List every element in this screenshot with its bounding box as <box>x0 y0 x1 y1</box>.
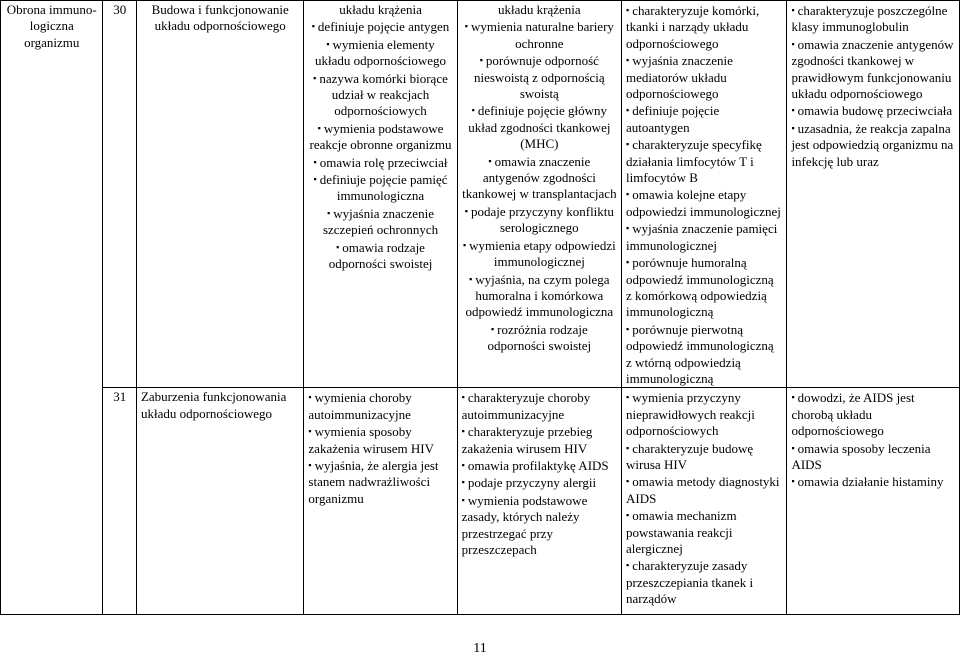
list-item: ▪ omawia rodzaje odporności swoistej <box>328 239 433 272</box>
section-title: Obrona immuno-logiczna organizmu <box>1 1 103 615</box>
list-item: ▪ definiuje pojęcie pamięć immunologiczna <box>313 172 448 204</box>
requirement-list <box>462 389 617 558</box>
list-item: ▪ rozróżnia rodzaje odporności swoistej <box>487 321 592 354</box>
requirements-extended <box>457 388 621 615</box>
list-item: ▪ charakteryzuje specyfikę działania limfocytów T i limfocytów B <box>626 137 762 186</box>
list-item: ▪ wyjaśnia znaczenie szczepień ochronnych <box>322 205 439 238</box>
requirements-expanded <box>622 388 787 615</box>
list-item: ▪ wymienia podstawowe zasady, których należy przestrzegać przy przeszczepach <box>461 492 588 557</box>
continued-heading: układu krążenia <box>339 2 422 17</box>
requirements-extended <box>457 1 621 388</box>
list-item: ▪ omawia mechanizm powstawania reakcji alergicznej <box>626 508 737 556</box>
list-item: ▪ omawia metody diagnostyki AIDS <box>626 474 780 506</box>
list-item: ▪ charakteryzuje komórki, tkanki i narządy układu odpornościowego <box>626 3 760 51</box>
list-item: ▪ charakteryzuje poszczególne klasy immunoglobulin <box>791 3 948 35</box>
table-row <box>1 388 960 615</box>
requirements-basic <box>304 1 457 388</box>
list-item: ▪ wyjaśnia znaczenie mediatorów układu odpornościowego <box>626 53 733 102</box>
continued-heading: układu krążenia <box>498 2 581 17</box>
requirements-expanded <box>622 1 787 388</box>
list-item: ▪ wymienia etapy odpowiedzi immunologicznej <box>462 237 616 270</box>
list-item: ▪ podaje przyczyny alergii <box>461 475 597 491</box>
list-item: ▪ wyjaśnia, na czym polega humoralna i komórkowa odpowiedź immunologiczna <box>465 271 614 320</box>
list-item: ▪ nazywa komórki biorące udział w reakcjach odpornościowych <box>313 70 448 119</box>
list-item: ▪ charakteryzuje choroby autoimmunizacyjne <box>461 390 591 422</box>
list-item: ▪ wyjaśnia znaczenie pamięci immunologicznej <box>626 221 778 253</box>
list-item: ▪ wymienia choroby autoimmunizacyjne <box>308 390 412 422</box>
list-item: ▪ omawia działanie histaminy <box>791 474 944 490</box>
list-item: ▪ wymienia przyczyny nieprawidłowych reakcji odpornościowych <box>626 390 755 439</box>
requirement-list <box>462 18 617 354</box>
requirements-advanced <box>787 388 960 615</box>
lesson-topic: Budowa i funkcjonowanie układu odpornościowego <box>136 1 303 388</box>
list-item: ▪ omawia znaczenie antygenów zgodności tkankowej w prawidłowym funkcjonowaniu układu odpornościowego <box>791 36 954 102</box>
requirement-list <box>791 389 955 490</box>
requirement-list <box>791 2 955 170</box>
list-item: ▪ definiuje pojęcie autoantygen <box>626 103 720 135</box>
requirement-list <box>308 389 452 507</box>
list-item: ▪ definiuje pojęcie główny układ zgodności tkankowej (MHC) <box>468 103 611 152</box>
requirement-list <box>626 389 782 607</box>
list-item: ▪ wymienia sposoby zakażenia wirusem HIV <box>308 424 435 456</box>
list-item: ▪ omawia budowę przeciwciała <box>791 103 953 119</box>
list-item: ▪ omawia kolejne etapy odpowiedzi immunologicznej <box>626 187 781 219</box>
list-item: ▪ wymienia podstawowe reakcje obronne organizmu <box>309 120 452 153</box>
page-number: 11 <box>473 641 487 656</box>
list-item: ▪ definiuje pojęcie antygen <box>311 19 450 35</box>
list-item: ▪ uzasadnia, że reakcja zapalna jest odpowiedzią organizmu na infekcję lub uraz <box>791 120 954 169</box>
list-item: ▪ charakteryzuje zasady przeszczepiania tkanek i narządów <box>626 558 754 607</box>
list-item: ▪ omawia profilaktykę AIDS <box>461 457 609 473</box>
requirements-basic <box>304 388 457 615</box>
lesson-topic: Zaburzenia funkcjonowania układu odpornościowego <box>136 388 303 615</box>
list-item: ▪ wymienia elementy układu odpornościowego <box>314 36 447 69</box>
list-item: ▪ charakteryzuje budowę wirusa HIV <box>626 440 754 472</box>
list-item: ▪ omawia sposoby leczenia AIDS <box>791 440 931 472</box>
list-item: ▪ dowodzi, że AIDS jest chorobą układu odpornościowego <box>791 390 915 439</box>
list-item: ▪ porównuje pierwotną odpowiedź immunologiczną z wtórną odpowiedzią immunologiczną <box>626 321 774 386</box>
lesson-number: 30 <box>103 1 136 388</box>
list-item: ▪ charakteryzuje przebieg zakażenia wirusem HIV <box>461 424 593 456</box>
table-row <box>1 1 960 388</box>
list-item: ▪ wyjaśnia, że alergia jest stanem nadwrażliwości organizmu <box>308 457 439 506</box>
list-item: ▪ podaje przyczyny konfliktu serologicznego <box>464 203 614 236</box>
list-item: ▪ porównuje humoralną odpowiedź immunologiczną z komórkową odpowiedzią immunologiczną <box>626 255 774 320</box>
list-item: ▪ porównuje odporność nieswoistą z odpornością swoistą <box>473 53 605 102</box>
list-item: ▪ omawia znaczenie antygenów zgodności tkankowej w transplantacjach <box>462 153 617 202</box>
requirements-advanced <box>787 1 960 388</box>
requirement-list <box>626 2 782 387</box>
requirement-list <box>308 18 452 272</box>
lesson-number: 31 <box>103 388 136 615</box>
list-item: ▪ wymienia naturalne bariery ochronne <box>464 19 614 51</box>
list-item: ▪ omawia rolę przeciwciał <box>313 154 448 170</box>
